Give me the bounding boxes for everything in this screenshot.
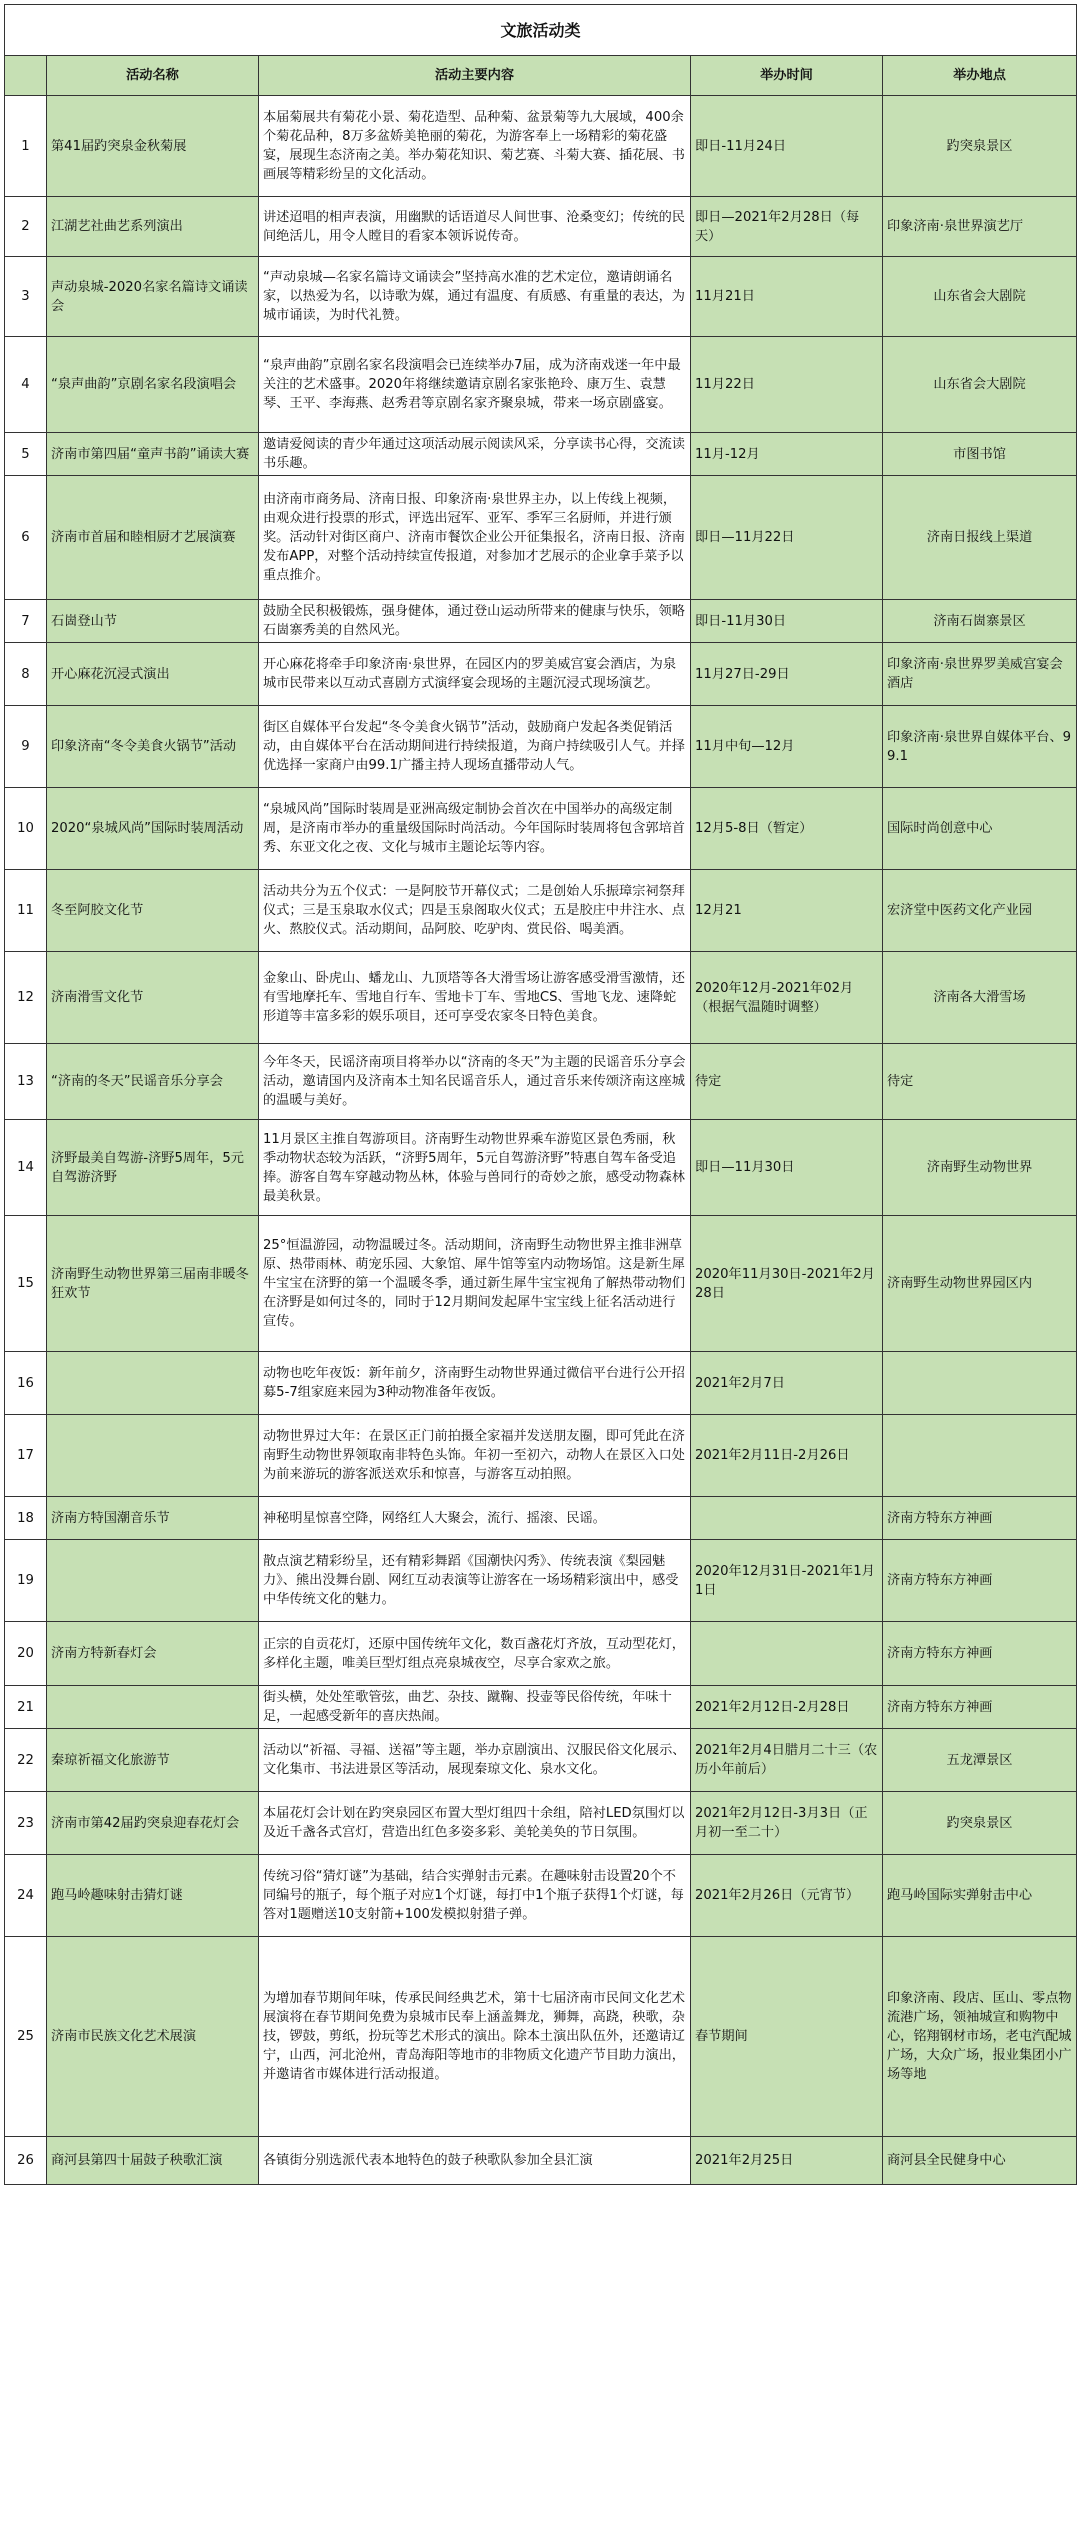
table-row xyxy=(5,1729,1077,1792)
activity-place: 商河县全民健身中心 xyxy=(883,2137,1077,2185)
header-place: 举办地点 xyxy=(883,56,1077,96)
activity-time xyxy=(691,1497,883,1540)
activity-name: 济南市第四届“童声书韵”诵读大赛 xyxy=(47,433,259,476)
activity-time: 2021年2月26日（元宵节） xyxy=(691,1855,883,1937)
activity-time: 2021年2月12日-3月3日（正月初一至二十） xyxy=(691,1792,883,1855)
activity-content: 本届花灯会计划在趵突泉园区布置大型灯组四十余组，陪衬LED氛围灯以及近千盏各式宫灯，营造出红色多姿多彩、美轮美奂的节日氛围。 xyxy=(259,1792,691,1855)
activity-name: “济南的冬天”民谣音乐分享会 xyxy=(47,1044,259,1120)
activity-place: 待定 xyxy=(883,1044,1077,1120)
activity-place: 济南方特东方神画 xyxy=(883,1540,1077,1622)
activity-content: 鼓励全民积极锻炼，强身健体，通过登山运动所带来的健康与快乐，领略石崮寨秀美的自然风光。 xyxy=(259,600,691,643)
activity-place: 市图书馆 xyxy=(883,433,1077,476)
row-number: 3 xyxy=(5,257,47,337)
activity-name: 开心麻花沉浸式演出 xyxy=(47,643,259,706)
activity-name: 声动泉城-2020名家名篇诗文诵读会 xyxy=(47,257,259,337)
activity-place: 山东省会大剧院 xyxy=(883,337,1077,433)
activity-content: 金象山、卧虎山、蟠龙山、九顶塔等各大滑雪场让游客感受滑雪激情，还有雪地摩托车、雪地自行车、雪地卡丁车、雪地CS、雪地飞龙、速降蛇形道等丰富多彩的娱乐项目，还可享受农家冬日特色美食。 xyxy=(259,952,691,1044)
activity-place: 济南方特东方神画 xyxy=(883,1497,1077,1540)
activity-name: 商河县第四十届鼓子秧歌汇演 xyxy=(47,2137,259,2185)
sheet-title: 文旅活动类 xyxy=(5,5,1077,56)
activity-place: 五龙潭景区 xyxy=(883,1729,1077,1792)
table-row xyxy=(5,96,1077,197)
activity-content: 各镇街分别选派代表本地特色的鼓子秧歌队参加全县汇演 xyxy=(259,2137,691,2185)
activity-time: 待定 xyxy=(691,1044,883,1120)
activity-time: 2020年12月31日-2021年1月1日 xyxy=(691,1540,883,1622)
activity-name xyxy=(47,1415,259,1497)
row-number: 19 xyxy=(5,1540,47,1622)
row-number: 18 xyxy=(5,1497,47,1540)
activity-content: 讲述迢唱的相声表演，用幽默的话语道尽人间世事、沧桑变幻；传统的民间绝活儿，用令人瞠目的看家本领诉说传奇。 xyxy=(259,197,691,257)
table-row xyxy=(5,2137,1077,2185)
activity-content: “泉声曲韵”京剧名家名段演唱会已连续举办7届，成为济南戏迷一年中最关注的艺术盛事。2020年将继续邀请京剧名家张艳玲、康万生、袁慧琴、王平、李海燕、赵秀君等京剧名家齐聚泉城，带来一场京剧盛宴。 xyxy=(259,337,691,433)
table-row xyxy=(5,337,1077,433)
row-number: 15 xyxy=(5,1216,47,1352)
header-time: 举办时间 xyxy=(691,56,883,96)
table-row xyxy=(5,1686,1077,1729)
activity-time xyxy=(691,1622,883,1686)
activity-place: 印象济南·泉世界自媒体平台、99.1 xyxy=(883,706,1077,788)
activity-content: 正宗的自贡花灯，还原中国传统年文化，数百盏花灯齐放，互动型花灯，多样化主题，唯美巨型灯组点亮泉城夜空，尽享合家欢之旅。 xyxy=(259,1622,691,1686)
activity-time: 2021年2月7日 xyxy=(691,1352,883,1415)
activity-place: 印象济南·泉世界罗美威宫宴会酒店 xyxy=(883,643,1077,706)
activity-place: 国际时尚创意中心 xyxy=(883,788,1077,870)
activity-content: 动物也吃年夜饭：新年前夕，济南野生动物世界通过微信平台进行公开招募5-7组家庭来园为3种动物准备年夜饭。 xyxy=(259,1352,691,1415)
activity-place: 济南石崮寨景区 xyxy=(883,600,1077,643)
activity-name: 济南方特新春灯会 xyxy=(47,1622,259,1686)
table-row xyxy=(5,433,1077,476)
row-number: 22 xyxy=(5,1729,47,1792)
row-number: 16 xyxy=(5,1352,47,1415)
activity-content: 街区自媒体平台发起“冬令美食火锅节”活动，鼓励商户发起各类促销活动，由自媒体平台在活动期间进行持续报道，为商户持续吸引人气。并择优选择一家商户由99.1广播主持人现场直播带动人气。 xyxy=(259,706,691,788)
activity-name: 冬至阿胶文化节 xyxy=(47,870,259,952)
activity-name: 济南市第42届趵突泉迎春花灯会 xyxy=(47,1792,259,1855)
activity-name: 济野最美自驾游-济野5周年，5元自驾游济野 xyxy=(47,1120,259,1216)
activity-place xyxy=(883,1352,1077,1415)
table-row xyxy=(5,1216,1077,1352)
table-row xyxy=(5,257,1077,337)
row-number: 7 xyxy=(5,600,47,643)
table-row xyxy=(5,1352,1077,1415)
activity-table xyxy=(4,4,1077,2185)
activity-content: 25°恒温游园，动物温暖过冬。活动期间，济南野生动物世界主推非洲草原、热带雨林、萌宠乐园、大象馆、犀牛馆等室内动物场馆。这是新生犀牛宝宝在济野的第一个温暖冬季，通过新生犀牛宝宝视角了解热带动物们在济野是如何过冬的，同时于12月期间发起犀牛宝宝线上征名活动进行宣传。 xyxy=(259,1216,691,1352)
row-number: 5 xyxy=(5,433,47,476)
activity-time: 即日—11月30日 xyxy=(691,1120,883,1216)
activity-place xyxy=(883,1415,1077,1497)
header-no xyxy=(5,56,47,96)
row-number: 17 xyxy=(5,1415,47,1497)
activity-content: 邀请爱阅读的青少年通过这项活动展示阅读风采，分享读书心得，交流读书乐趣。 xyxy=(259,433,691,476)
activity-time: 11月27日-29日 xyxy=(691,643,883,706)
activity-time: 2021年2月4日腊月二十三（农历小年前后） xyxy=(691,1729,883,1792)
activity-place: 济南方特东方神画 xyxy=(883,1686,1077,1729)
activity-content: 由济南市商务局、济南日报、印象济南·泉世界主办，以上传线上视频，由观众进行投票的形式，评选出冠军、亚军、季军三名厨师，并进行颁奖。活动针对街区商户、济南市餐饮企业公开征集报名，济南日报、济南发布APP，对整个活动持续宣传报道，对参加才艺展示的企业拿手菜予以重点推介。 xyxy=(259,476,691,600)
activity-time: 11月中旬—12月 xyxy=(691,706,883,788)
table-row xyxy=(5,1855,1077,1937)
activity-time: 2021年2月11日-2月26日 xyxy=(691,1415,883,1497)
activity-content: 动物世界过大年：在景区正门前拍摄全家福并发送朋友圈，即可凭此在济南野生动物世界领取南非特色头饰。年初一至初六，动物人在景区入口处为前来游玩的游客派送欢乐和惊喜，与游客互动拍照。 xyxy=(259,1415,691,1497)
activity-place: 印象济南·泉世界演艺厅 xyxy=(883,197,1077,257)
table-row xyxy=(5,788,1077,870)
activity-content: 今年冬天，民谣济南项目将举办以“济南的冬天”为主题的民谣音乐分享会活动，邀请国内及济南本土知名民谣音乐人，通过音乐来传颂济南这座城的温暖与美好。 xyxy=(259,1044,691,1120)
table-row xyxy=(5,1937,1077,2137)
activity-name: 印象济南“冬令美食火锅节”活动 xyxy=(47,706,259,788)
activity-name: 济南滑雪文化节 xyxy=(47,952,259,1044)
activity-time: 即日—2021年2月28日（每天） xyxy=(691,197,883,257)
activity-content: 为增加春节期间年味，传承民间经典艺术，第十七届济南市民间文化艺术展演将在春节期间免费为泉城市民奉上涵盖舞龙，狮舞，高跷，秧歌，杂技，锣鼓，剪纸，扮玩等艺术形式的演出。除本土演出队伍外，还邀请辽宁，山西，河北沧州，青岛海阳等地市的非物质文化遗产节目助力演出，并邀请省市媒体进行活动报道。 xyxy=(259,1937,691,2137)
activity-content: 传统习俗“猜灯谜”为基础，结合实弹射击元素。在趣味射击设置20个不同编号的瓶子，每个瓶子对应1个灯谜，每打中1个瓶子获得1个灯谜，每答对1题赠送10支射箭+100发模拟射猎子弹。 xyxy=(259,1855,691,1937)
table-row xyxy=(5,1120,1077,1216)
table-row xyxy=(5,870,1077,952)
row-number: 11 xyxy=(5,870,47,952)
activity-time: 春节期间 xyxy=(691,1937,883,2137)
row-number: 8 xyxy=(5,643,47,706)
activity-time: 11月-12月 xyxy=(691,433,883,476)
table-row xyxy=(5,1497,1077,1540)
row-number: 14 xyxy=(5,1120,47,1216)
row-number: 26 xyxy=(5,2137,47,2185)
row-number: 1 xyxy=(5,96,47,197)
activity-time: 即日-11月30日 xyxy=(691,600,883,643)
activity-place: 趵突泉景区 xyxy=(883,1792,1077,1855)
row-number: 10 xyxy=(5,788,47,870)
activity-place: 宏济堂中医药文化产业园 xyxy=(883,870,1077,952)
table-row xyxy=(5,952,1077,1044)
table-row xyxy=(5,197,1077,257)
activity-name: 跑马岭趣味射击猜灯谜 xyxy=(47,1855,259,1937)
activity-name: 济南野生动物世界第三届南非暖冬狂欢节 xyxy=(47,1216,259,1352)
activity-name: “泉声曲韵”京剧名家名段演唱会 xyxy=(47,337,259,433)
row-number: 20 xyxy=(5,1622,47,1686)
activity-content: “泉城风尚”国际时装周是亚洲高级定制协会首次在中国举办的高级定制周，是济南市举办的重量级国际时尚活动。今年国际时装周将包含郭培首秀、东亚文化之夜、文化与城市主题论坛等内容。 xyxy=(259,788,691,870)
activity-time: 2021年2月25日 xyxy=(691,2137,883,2185)
activity-place: 济南方特东方神画 xyxy=(883,1622,1077,1686)
table-row xyxy=(5,1540,1077,1622)
activity-name: 石崮登山节 xyxy=(47,600,259,643)
activity-name xyxy=(47,1352,259,1415)
row-number: 6 xyxy=(5,476,47,600)
activity-content: 散点演艺精彩纷呈，还有精彩舞蹈《国潮快闪秀》、传统表演《梨园魅力》、熊出没舞台剧、网红互动表演等让游客在一场场精彩演出中，感受中华传统文化的魅力。 xyxy=(259,1540,691,1622)
table-row xyxy=(5,476,1077,600)
table-row xyxy=(5,1622,1077,1686)
row-number: 24 xyxy=(5,1855,47,1937)
activity-content: 神秘明星惊喜空降，网络红人大聚会，流行、摇滚、民谣。 xyxy=(259,1497,691,1540)
activity-time: 即日-11月24日 xyxy=(691,96,883,197)
row-number: 21 xyxy=(5,1686,47,1729)
activity-time: 2020年11月30日-2021年2月28日 xyxy=(691,1216,883,1352)
row-number: 23 xyxy=(5,1792,47,1855)
activity-content: 街头横，处处笙歌管弦，曲艺、杂技、蹴鞠、投壶等民俗传统，年味十足，一起感受新年的喜庆热闹。 xyxy=(259,1686,691,1729)
activity-place: 济南日报线上渠道 xyxy=(883,476,1077,600)
activity-name xyxy=(47,1686,259,1729)
row-number: 25 xyxy=(5,1937,47,2137)
table-row xyxy=(5,1044,1077,1120)
activity-name: 济南市首届和睦相厨才艺展演赛 xyxy=(47,476,259,600)
activity-name: 2020“泉城风尚”国际时装周活动 xyxy=(47,788,259,870)
activity-time: 2021年2月12日-2月28日 xyxy=(691,1686,883,1729)
activity-place: 跑马岭国际实弹射击中心 xyxy=(883,1855,1077,1937)
activity-name xyxy=(47,1540,259,1622)
activity-content: 活动共分为五个仪式：一是阿胶节开幕仪式；二是创始人乐振璋宗祠祭拜仪式；三是玉泉取水仪式；四是玉泉阁取火仪式；五是胶庄中井注水、点火、熬胶仪式。活动期间，品阿胶、吃驴肉、赏民俗、喝美酒。 xyxy=(259,870,691,952)
activity-time: 11月22日 xyxy=(691,337,883,433)
activity-place: 济南野生动物世界 xyxy=(883,1120,1077,1216)
activity-time: 2020年12月-2021年02月（根据气温随时调整） xyxy=(691,952,883,1044)
table-row xyxy=(5,600,1077,643)
activity-place: 济南野生动物世界园区内 xyxy=(883,1216,1077,1352)
row-number: 13 xyxy=(5,1044,47,1120)
activity-content: 本届菊展共有菊花小景、菊花造型、品种菊、盆景菊等九大展域，400余个菊花品种，8万多盆娇美艳丽的菊花，为游客奉上一场精彩的菊花盛宴，展现生态济南之美。举办菊花知识、菊艺赛、斗菊大赛、插花展、书画展等精彩纷呈的文化活动。 xyxy=(259,96,691,197)
row-number: 4 xyxy=(5,337,47,433)
header-name: 活动名称 xyxy=(47,56,259,96)
activity-content: 11月景区主推自驾游项目。济南野生动物世界乘车游览区景色秀丽，秋季动物状态较为活跃，“济野5周年，5元自驾游济野”特惠自驾车备受追捧。游客自驾车穿越动物丛林，体验与兽同行的奇妙之旅，感受动物森林最美秋景。 xyxy=(259,1120,691,1216)
activity-time: 11月21日 xyxy=(691,257,883,337)
activity-place: 印象济南、段店、匡山、零点物流港广场，领袖城宣和购物中心，铭翔钢材市场，老屯汽配城广场，大众广场，报业集团小广场等地 xyxy=(883,1937,1077,2137)
activity-content: 开心麻花将牵手印象济南·泉世界，在园区内的罗美威宫宴会酒店，为泉城市民带来以互动式喜剧方式演绎宴会现场的主题沉浸式现场演艺。 xyxy=(259,643,691,706)
row-number: 2 xyxy=(5,197,47,257)
activity-time: 12月21 xyxy=(691,870,883,952)
row-number: 9 xyxy=(5,706,47,788)
row-number: 12 xyxy=(5,952,47,1044)
activity-name: 济南方特国潮音乐节 xyxy=(47,1497,259,1540)
activity-content: “声动泉城—名家名篇诗文诵读会”坚持高水准的艺术定位，邀请朗诵名家，以热爱为名，以诗歌为媒，通过有温度、有质感、有重量的表达，为城市诵读，为时代礼赞。 xyxy=(259,257,691,337)
activity-place: 山东省会大剧院 xyxy=(883,257,1077,337)
activity-place: 济南各大滑雪场 xyxy=(883,952,1077,1044)
activity-content: 活动以“祈福、寻福、送福”等主题，举办京剧演出、汉服民俗文化展示、文化集市、书法进景区等活动，展现秦琼文化、泉水文化。 xyxy=(259,1729,691,1792)
activity-name: 秦琼祈福文化旅游节 xyxy=(47,1729,259,1792)
table-row xyxy=(5,1792,1077,1855)
activity-time: 12月5-8日（暂定） xyxy=(691,788,883,870)
activity-name: 济南市民族文化艺术展演 xyxy=(47,1937,259,2137)
table-row xyxy=(5,643,1077,706)
activity-name: 江湖艺社曲艺系列演出 xyxy=(47,197,259,257)
activity-place: 趵突泉景区 xyxy=(883,96,1077,197)
activity-name: 第41届趵突泉金秋菊展 xyxy=(47,96,259,197)
table-row xyxy=(5,1415,1077,1497)
table-row xyxy=(5,706,1077,788)
header-content: 活动主要内容 xyxy=(259,56,691,96)
activity-time: 即日—11月22日 xyxy=(691,476,883,600)
